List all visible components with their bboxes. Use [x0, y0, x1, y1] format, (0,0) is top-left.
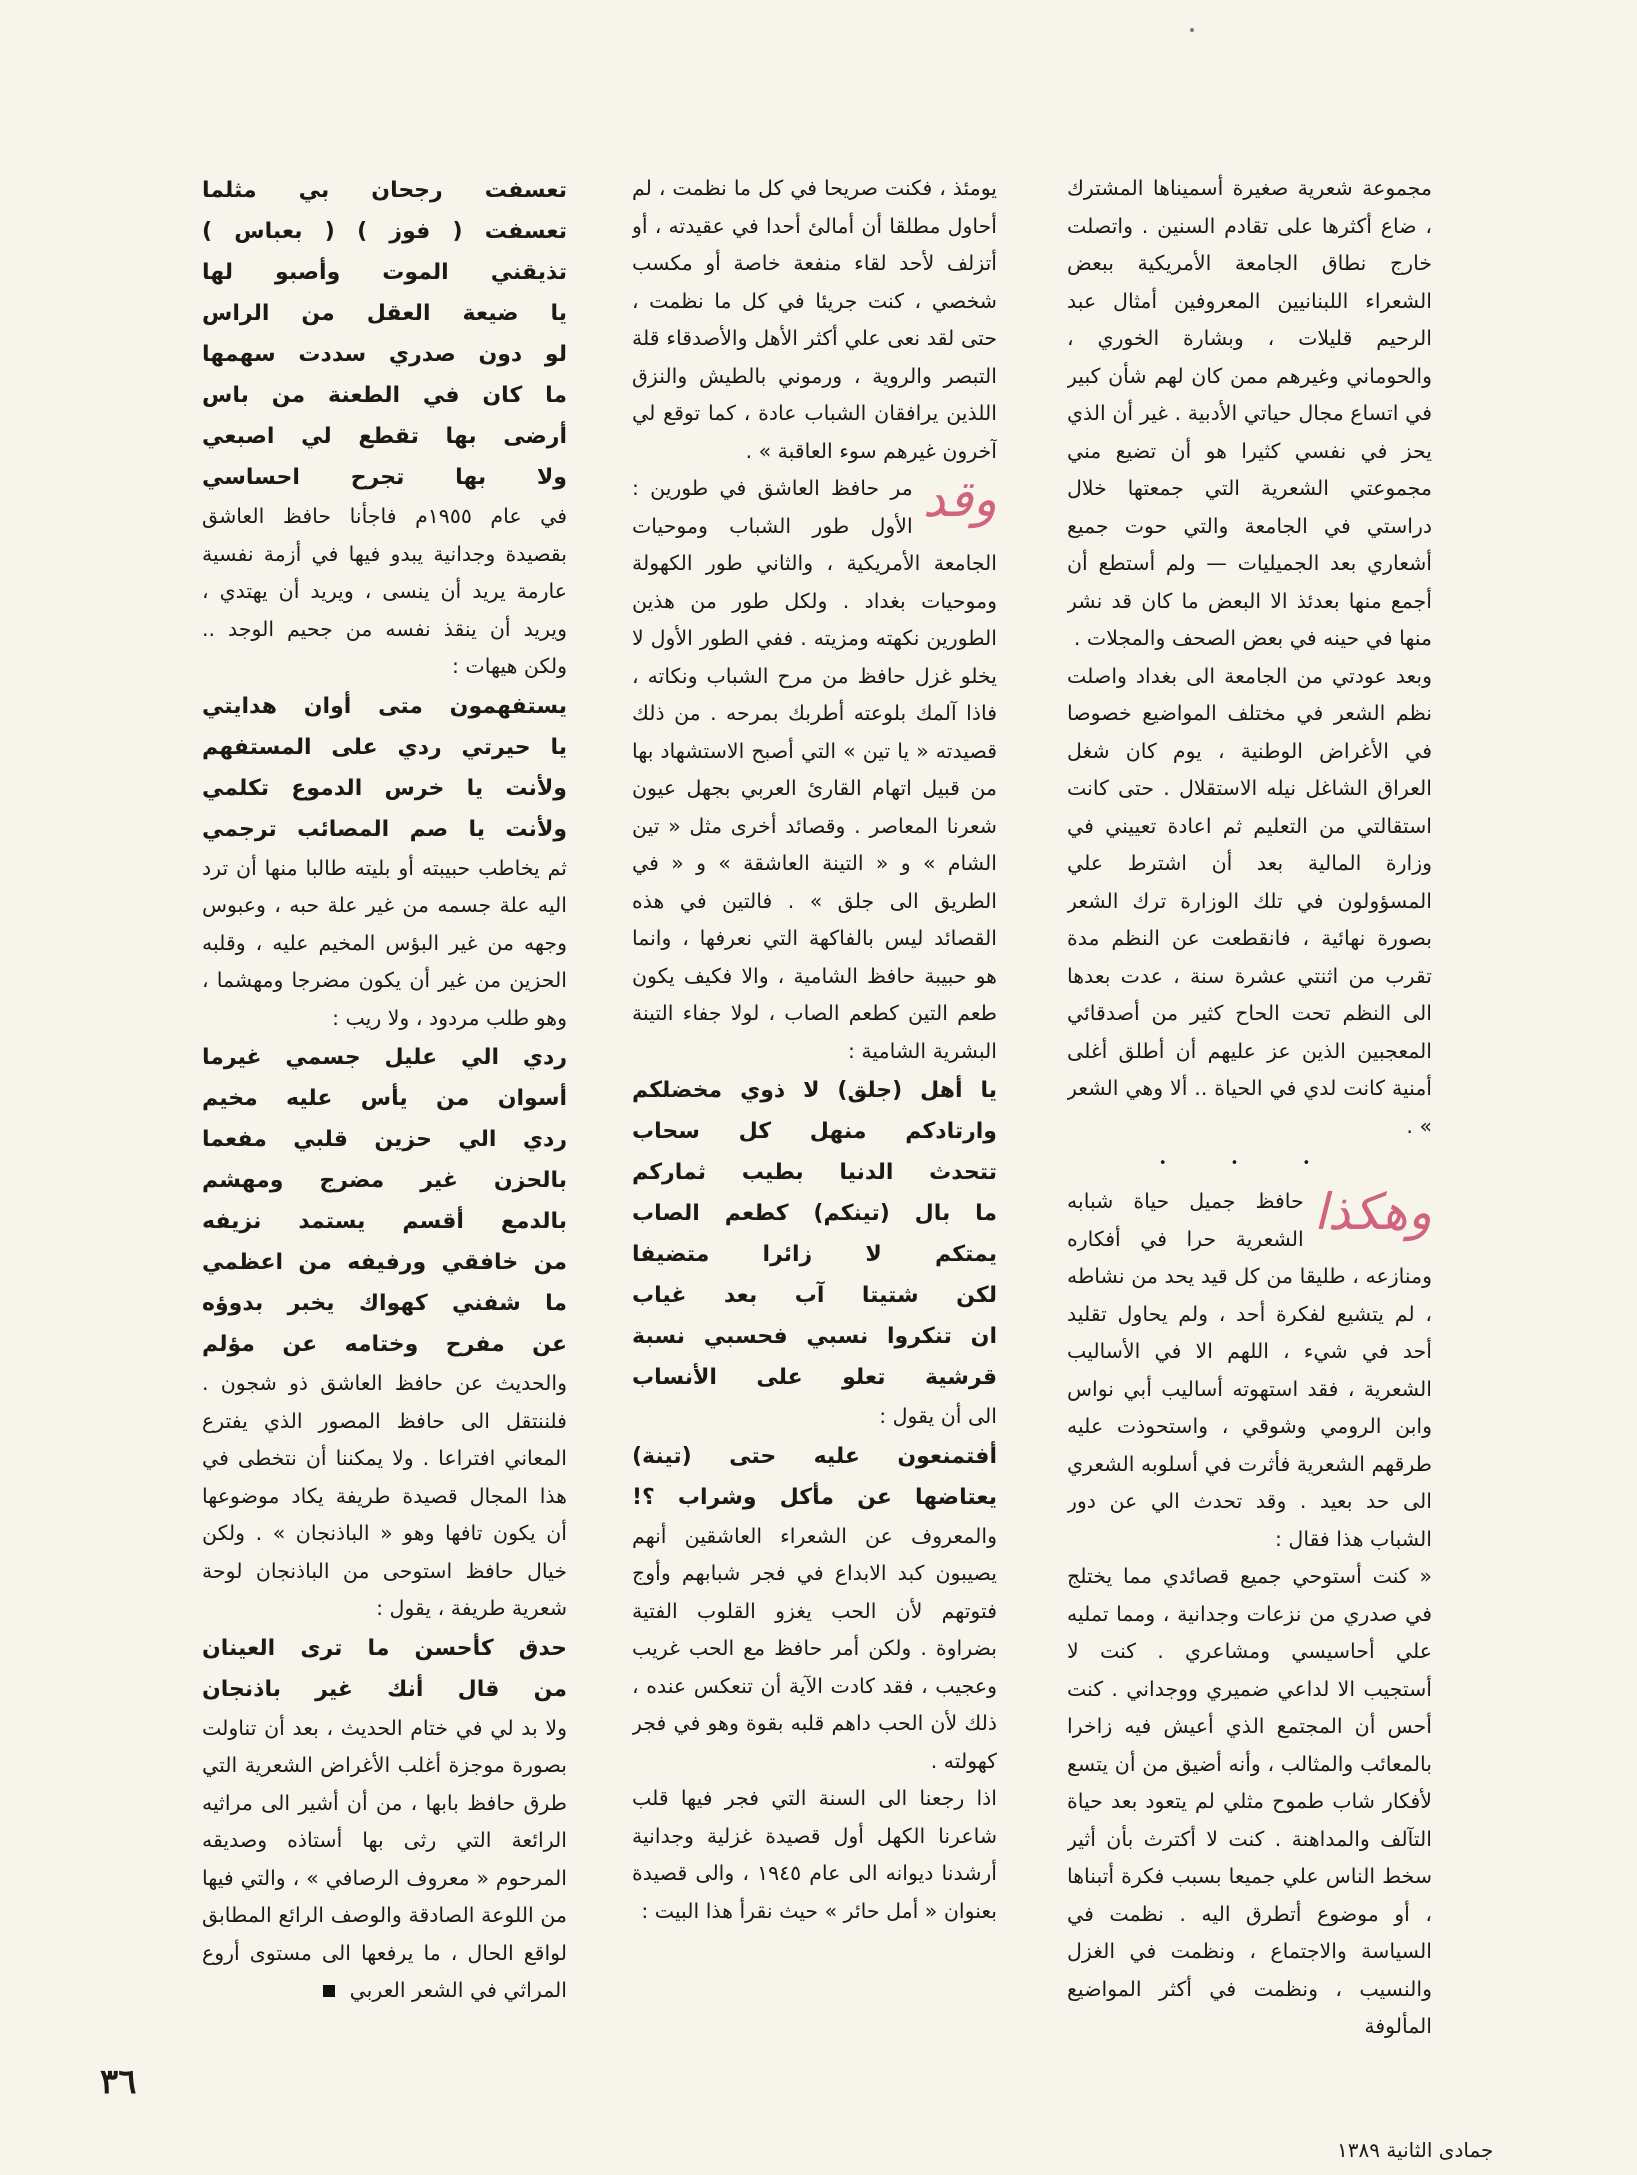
issue-date-footer: جمادى الثانية ١٣٨٩ — [1337, 2138, 1494, 2162]
verse-line: من خافقي ورفيفه من اعظمي — [202, 1250, 567, 1275]
verse-line: يمتكم لا زائرا متضيفا — [632, 1242, 997, 1267]
verse-line: ما شفني كهواك يخبر بدوؤه — [202, 1291, 567, 1316]
paragraph: في عام ١٩٥٥م فاجأنا حافظ العاشق بقصيدة وجدانية يبدو فيها في أزمة نفسية عارمة يريد أن ينسى ، ويريد أن يهتدي ، ويريد أن ينقذ نفسه من جحيم الوجد .. ولكن هيهات : — [202, 504, 567, 678]
paragraph-text: حافظ جميل حياة شبابه الشعرية حرا في أفكاره ومنازعه ، طليقا من كل قيد يحد من نشاطه ، لم يتشيع لفكرة أحد ، ولم يحاول تقليد أحد في شيء ، اللهم الا في الأساليب الشعرية ، فقد استهوته أساليب أبي نواس وابن الرومي وشوقي ، واستحوذت عليه طرقهم الشعرية فأثرت في أسلوبه الشعري الى حد بعيد . وقد تحدث الي عن دور الشباب هذا فقال : — [1067, 1189, 1432, 1551]
paragraph-with-dropcap — [632, 470, 997, 1070]
paragraph-with-dropcap — [1067, 1183, 1432, 1558]
verse-line: بالحزن غير مضرج ومهشم — [202, 1168, 567, 1193]
verse-line: يعتاضها عن مأكل وشراب ؟! — [632, 1484, 997, 1510]
page-number: ٣٦ — [100, 2062, 137, 2102]
verse-line: ان تنكروا نسبي فحسبي نسبة — [632, 1324, 997, 1349]
verse-block — [632, 1070, 997, 1398]
verse-line: ردي الي حزين قلبي مفعما — [202, 1127, 567, 1152]
verse-line: ولأنت يا صم المصائب ترجمي — [202, 816, 567, 842]
paragraph: وبعد عودتي من الجامعة الى بغداد واصلت نظم الشعر في مختلف المواضيع خصوصا في الأغراض الوطنية ، يوم كان شغل العراق الشاغل نيله الاستقلال . حتى كانت استقالتي من التعليم ثم اعادة تعييني في وزارة المالية بعد أن اشترط علي المسؤولون في تلك الوزارة ترك الشعر بصورة نهائية ، فانقطعت عن النظم مدة تقرب من اثنتي عشرة سنة ، عدت بعدها الى النظم تحت الحاح كثير من أصدقائي المعجبين الذين عز عليهم أن أطلق أغلى أمنية كانت لدي في الحياة .. ألا وهي الشعر » . — [1067, 663, 1432, 1138]
verse-line: أرضى بها تقطع لي اصبعي — [202, 424, 567, 449]
verse-line: يا ضيعة العقل من الراس — [202, 301, 567, 326]
paragraph-text: مر حافظ العاشق في طورين : الأول طور الشباب وموحيات الجامعة الأمريكية ، والثاني طور الكهولة وموحيات بغداد . ولكل طور من هذين الطورين نكهته ومزيته . ففي الطور الأول لا يخلو غزل حافظ من مرح الشباب ونكاته ، فاذا آلمك بلوعته أطربك بمرحه . من ذلك قصيدته « يا تين » التي أصبح الاستشهاد بها من قبيل اتهام القارئ العربي بجهل عيون شعرنا المعاصر . وقصائد أخرى مثل « تين الشام » و « التينة العاشقة » و « في الطريق الى جلق » . فالتين في هذه القصائد ليس بالفاكهة التي نعرفها ، وانما هو حبيبة حافظ الشامية ، والا فكيف يكون طعم التين كطعم الصاب ، لولا جفاء التينة البشرية الشامية : — [632, 476, 997, 1063]
verse-line: ولأنت يا خرس الدموع تكلمي — [202, 775, 567, 801]
verse-line: يا حيرتي ردي على المستفهم — [202, 734, 567, 760]
paragraph: يومئذ ، فكنت صريحا في كل ما نظمت ، لم أحاول مطلقا أن أمالئ أحدا في عقيدته ، أو أتزلف لأحد لقاء منفعة خاصة أو مكسب شخصي ، كنت جريئا في كل ما نظمت ، حتى لقد نعى علي أكثر الأهل والأصدقاء قلة التبصر والروية ، ورموني بالطيش والنزق اللذين يرافقان الشباب عادة ، كما توقع لي آخرون غيرهم سوء العاقبة » . — [632, 176, 997, 463]
verse-line: حدق كأحسن ما ترى العينان — [202, 1635, 567, 1661]
verse-line: قرشية تعلو على الأنساب — [632, 1365, 997, 1390]
verse-block — [202, 686, 567, 850]
paragraph: والحديث عن حافظ العاشق ذو شجون . فلننتقل الى حافظ المصور الذي يفترع المعاني افتراعا . ولا يمكننا أن نتخطى في هذا المجال قصيدة طريفة يكاد موضوعها أن يكون تافها وهو « الباذنجان » . ولكن خيال حافظ استوحى من الباذنجان لوحة شعرية طريفة ، يقول : — [202, 1371, 567, 1620]
verse-block — [632, 1436, 997, 1518]
verse-line: ما بال (تينكم) كطعم الصاب — [632, 1201, 997, 1226]
dropcap: وقد — [922, 470, 997, 528]
verse-line: وارتادكم منهل كل سحاب — [632, 1119, 997, 1144]
paragraph: « كنت أستوحي جميع قصائدي مما يختلج في صدري من نزعات وجدانية ، ومما تمليه علي أحاسيسي ومشاعري . كنت لا أستجيب الا لداعي ضميري ووجداني . كنت أحس أن المجتمع الذي أعيش فيه زاخرا بالمعائب والمثالب ، وأنه أضيق من أن يتسع لأفكار شاب طموح مثلي لم يتعود بعد حياة التآلف والمداهنة . كنت لا أكترث بأن أثير سخط الناس علي جميعا بسبب فكرة أتبناها ، أو موضوع أتطرق اليه . نظمت في السياسة والاجتماع ، ونظمت في الغزل والنسيب ، ونظمت في أكثر المواضيع المألوفة — [1067, 1564, 1432, 2038]
verse-block — [202, 1037, 567, 1365]
verse-line: بالدمع أقسم يستمد نزيفه — [202, 1209, 567, 1234]
verse-line: ولا بها تجرح احساسي — [202, 465, 567, 490]
section-separator: • • • — [1158, 1156, 1341, 1171]
verse-line: أسوان من يأس عليه مخيم — [202, 1086, 567, 1111]
paragraph-text: ولا بد لي في ختام الحديث ، بعد أن تناولت بصورة موجزة أغلب الأغراض الشعرية التي طرق حافظ بابها ، من أن أشير الى مراثيه الرائعة التي رثى بها أستاذه وصديقه المرحوم « معروف الرصافي » ، والتي فيها من اللوعة الصادقة والوصف الرائع المطابق لواقع الحال ، ما يرفعها الى مستوى أروع المراثي في الشعر العربي — [202, 1715, 567, 2002]
paragraph: مجموعة شعرية صغيرة أسميناها المشترك ، ضاع أكثرها على تقادم السنين . واتصلت خارج نطاق الجامعة الأمريكية ببعض الشعراء اللبنانيين المعروفين أمثال عبد الرحيم قليلات ، وبشارة الخوري ، والحوماني وغيرهم ممن كان لهم شأن كبير في اتساع مجال حياتي الأدبية . غير أن الذي يحز في نفسي كثيرا هو أن تضيع مني مجموعتي الشعرية التي جمعتها خلال دراستي في الجامعة والتي حوت جميع أشعاري بعد الجميليات — ولم أستطع أن أجمع منها بعدئذ الا البعض ما كان قد نشر منها في حينه في بعض الصحف والمجلات . — [1067, 176, 1432, 650]
verse-line: تعسفت رجحان بي مثلما — [202, 178, 567, 203]
paragraph — [202, 1710, 567, 2010]
verse-line: من قال أنك غير باذنجان — [202, 1676, 567, 1702]
end-of-article-mark — [323, 1985, 335, 1997]
verse-line: أفتمنعون عليه حتى (تينة) — [632, 1443, 997, 1469]
verse-line: تعسفت ( فوز ) ( بعباس ) — [202, 219, 567, 244]
verse-line: يا أهل (جلق) لا ذوي مخضلكم — [632, 1078, 997, 1103]
paragraph: اذا رجعنا الى السنة التي فجر فيها قلب شاعرنا الكهل أول قصيدة غزلية وجدانية أرشدنا ديوانه الى عام ١٩٤٥ ، والى قصيدة بعنوان « أمل حائر » حيث نقرأ هذا البيت : — [632, 1786, 997, 1923]
paragraph: ثم يخاطب حبيبته أو بليته طالبا منها أن ترد اليه علة جسمه من غير علة حبه ، وعبوس وجهه من غير البؤس المخيم عليه ، وقلبه الحزين من غير أن يكون مضرجا ومهشما ، وهو طلب مردود ، ولا ريب : — [202, 855, 567, 1030]
verse-line: ما كان في الطعنة من باس — [202, 383, 567, 408]
verse-line: تذيقني الموت وأصبو لها — [202, 260, 567, 285]
paragraph: الى أن يقول : — [879, 1404, 997, 1428]
verse-line: ردي الي عليل جسمي غيرما — [202, 1045, 567, 1070]
verse-line: عن مفرح وختامه عن مؤلم — [202, 1332, 567, 1357]
verse-line: يستفهمون متى أوان هدايتي — [202, 693, 567, 719]
verse-line: لكن شتيتا آب بعد غياب — [632, 1283, 997, 1308]
column-right — [1067, 170, 1432, 2050]
column-left — [202, 170, 567, 2050]
verse-line: تتحدث الدنيا بطيب ثماركم — [632, 1160, 997, 1185]
verse-block — [202, 170, 567, 498]
verse-block — [202, 1628, 567, 1710]
top-mark — [1190, 28, 1194, 32]
dropcap: وهكذا — [1313, 1183, 1432, 1241]
column-middle — [632, 170, 997, 2050]
verse-line: لو دون صدري سددت سهمها — [202, 342, 567, 367]
paragraph: والمعروف عن الشعراء العاشقين أنهم يصيبون كبد الابداع في فجر شبابهم وأوج فتوتهم لأن الحب يغزو القلوب الفتية بضراوة . ولكن أمر حافظ مع الحب غريب وعجيب ، فقد كادت الآية أن تنعكس عنده ، ذلك لأن الحب داهم قلبه بقوة وهو في فجر كهولته . — [632, 1523, 997, 1773]
